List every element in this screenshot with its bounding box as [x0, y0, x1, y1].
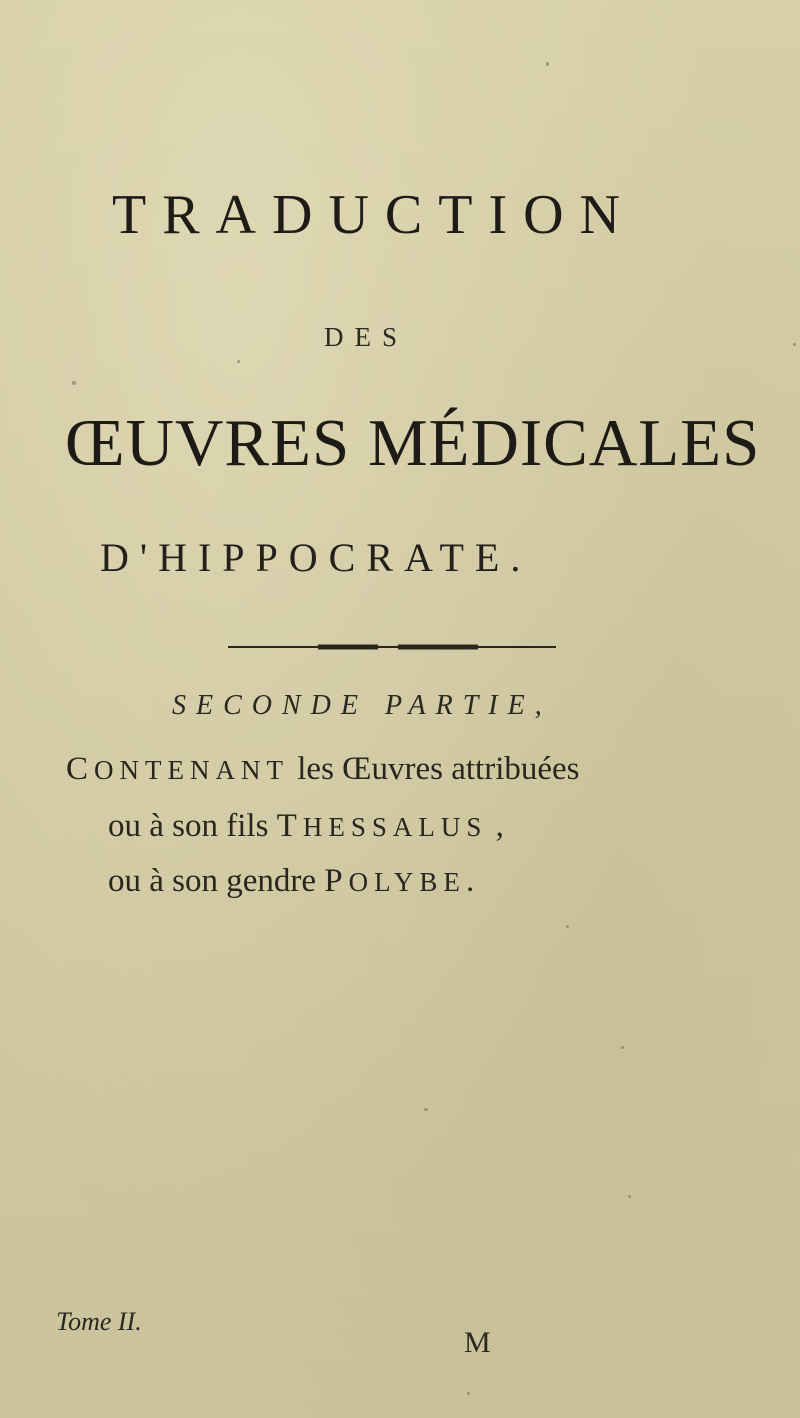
body-line-3: ou à son gendre POLYBE.	[108, 863, 475, 899]
smallcaps-thessalus: THESSALUS	[276, 808, 488, 844]
paper-speck	[424, 1108, 428, 1111]
smallcaps-polybe: POLYBE	[324, 863, 466, 899]
part-heading: SECONDE PARTIE,	[172, 690, 552, 721]
paper-speck	[621, 1046, 624, 1049]
body-line-1: CONTENANT les Œuvres attribuées	[66, 751, 580, 787]
paper-speck	[793, 343, 796, 346]
body-line-2: ou à son fils THESSALUS ,	[108, 808, 504, 844]
title-traduction: TRADUCTION	[112, 184, 636, 246]
decorative-rule	[228, 644, 556, 650]
paper-speck	[566, 925, 569, 928]
paper-speck	[237, 360, 240, 363]
signature-mark: M	[464, 1326, 491, 1359]
title-des: DES	[324, 322, 409, 352]
title-hippocrate: D'HIPPOCRATE.	[100, 535, 532, 580]
title-oeuvres-medicales: ŒUVRES MÉDICALES	[65, 406, 761, 480]
paper-speck	[467, 1392, 470, 1395]
smallcaps-contenant: CONTENANT	[66, 751, 289, 787]
paper-speck	[546, 62, 549, 66]
tome-label: Tome II.	[56, 1307, 142, 1336]
paper-speck	[628, 1195, 631, 1198]
paper-speck	[72, 381, 76, 385]
